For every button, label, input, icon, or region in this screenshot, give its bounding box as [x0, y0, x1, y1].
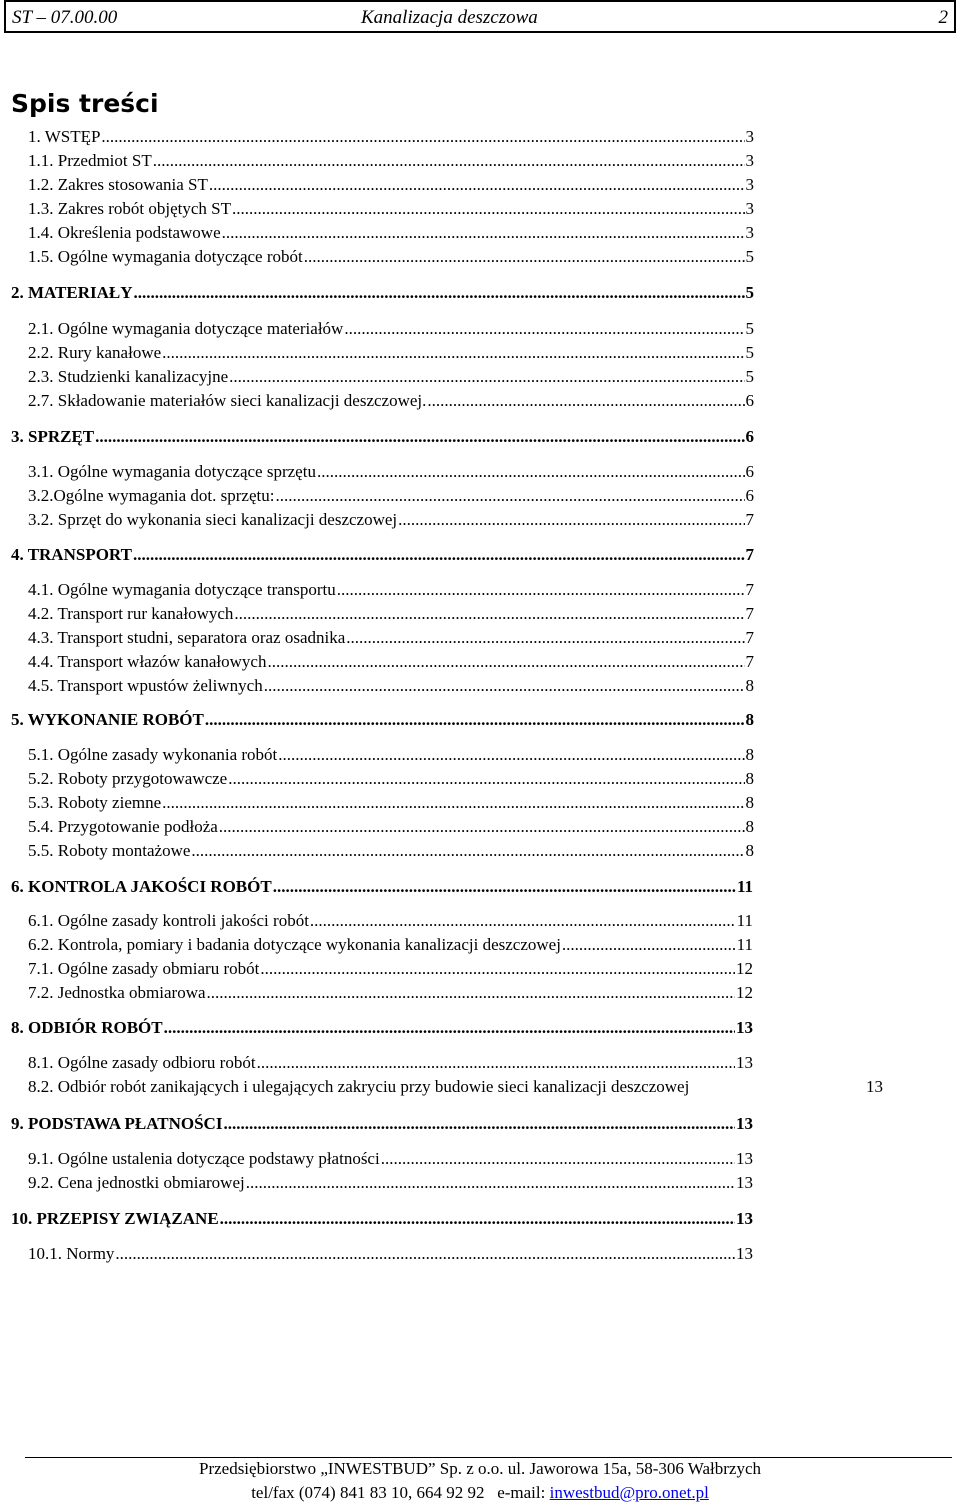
toc-entry-label: 4.3. Transport studni, separatora oraz osadnika — [28, 628, 346, 647]
toc-entry-page: 13 — [736, 1244, 753, 1263]
toc-leader-dots — [219, 816, 745, 838]
page-header — [4, 0, 956, 33]
toc-leader-dots — [229, 366, 744, 388]
toc-entry-page: 12 — [736, 983, 753, 1002]
toc-entry-label: 3.2.Ogólne wymagania dot. sprzętu: — [28, 486, 275, 505]
toc-entry-page: 7 — [745, 545, 754, 564]
toc-leader-dots — [232, 198, 744, 220]
toc-leader-dots — [337, 579, 745, 601]
toc-entry-page: 8 — [745, 793, 754, 812]
toc-leader-dots — [133, 544, 745, 566]
toc-entry[interactable] — [28, 1172, 753, 1194]
toc-entry-label: 8.2. Odbiór robót zanikających i ulegających zakryciu przy budowie sieci kanalizacji deszczowej — [28, 1077, 690, 1096]
toc-leader-dots — [264, 675, 745, 697]
toc-entry[interactable] — [28, 603, 754, 625]
toc-leader-dots — [115, 1243, 735, 1265]
toc-entry[interactable] — [28, 342, 754, 364]
toc-entry-label: 3.1. Ogólne wymagania dotyczące sprzętu — [28, 462, 316, 481]
toc-entry[interactable] — [28, 934, 753, 956]
toc-entry[interactable] — [28, 840, 754, 862]
toc-entry-label: 2.7. Składowanie materiałów sieci kanalizacji deszczowej. — [28, 391, 427, 410]
toc-leader-dots — [562, 934, 736, 956]
toc-leader-dots — [164, 1017, 735, 1039]
toc-leader-dots — [223, 1113, 735, 1135]
toc-entry-page: 7 — [745, 580, 754, 599]
toc-entry-page: 7 — [745, 510, 754, 529]
toc-leader-dots — [205, 709, 745, 731]
toc-entry-page: 5 — [745, 247, 754, 266]
toc-entry-page: 13 — [736, 1173, 753, 1192]
toc-entry-label: 5.5. Roboty montażowe — [28, 841, 191, 860]
toc-leader-dots — [134, 282, 745, 304]
toc-leader-dots — [209, 174, 745, 196]
toc-entry-page: 8 — [745, 769, 754, 788]
toc-entry[interactable] — [28, 1076, 689, 1098]
toc-entry-label: 3.2. Sprzęt do wykonania sieci kanalizacji deszczowej — [28, 510, 398, 529]
toc-entry-page: 6 — [745, 391, 754, 410]
toc-leader-dots — [222, 222, 745, 244]
toc-entry-page: 13 — [736, 1149, 753, 1168]
toc-leader-dots — [153, 150, 745, 172]
toc-entry[interactable] — [28, 174, 754, 196]
toc-entry-label: 7.2. Jednostka obmiarowa — [28, 983, 206, 1002]
toc-entry[interactable] — [11, 1113, 753, 1135]
toc-leader-dots — [427, 390, 744, 412]
toc-entry-page: 13 — [736, 1114, 753, 1133]
toc-entry-page: 13 — [736, 1053, 753, 1072]
toc-leader-dots — [95, 426, 744, 448]
toc-leader-dots — [275, 485, 744, 507]
toc-leader-dots — [257, 1052, 735, 1074]
toc-entry-label: 3. SPRZĘT — [11, 427, 95, 446]
toc-entry-page: 11 — [736, 911, 753, 930]
toc-leader-dots — [398, 509, 744, 531]
toc-entry[interactable] — [11, 876, 753, 898]
toc-entry-label: 10. PRZEPISY ZWIĄZANE — [11, 1209, 219, 1228]
toc-entry[interactable] — [11, 1208, 753, 1230]
toc-leader-dots — [162, 792, 744, 814]
toc-entry[interactable] — [28, 509, 754, 531]
toc-entry-label: 6.1. Ogólne zasady kontroli jakości robót — [28, 911, 309, 930]
toc-entry[interactable] — [28, 150, 754, 172]
toc-entry-label: 10.1. Normy — [28, 1244, 115, 1263]
toc-entry[interactable] — [28, 126, 754, 148]
toc-entry[interactable] — [28, 1243, 753, 1265]
toc-entry-label: 1.3. Zakres robót objętych ST — [28, 199, 232, 218]
toc-entry-label: 9.1. Ogólne ustalenia dotyczące podstawy płatności — [28, 1149, 380, 1168]
toc-entry-label: 1.5. Ogólne wymagania dotyczące robót — [28, 247, 303, 266]
toc-entry-label: 1. WSTĘP — [28, 127, 101, 146]
toc-leader-dots — [162, 342, 744, 364]
toc-leader-dots — [191, 840, 744, 862]
toc-entry[interactable] — [11, 709, 754, 731]
toc-leader-dots — [310, 910, 736, 932]
toc-entry-label: 5.3. Roboty ziemne — [28, 793, 162, 812]
toc-entry-page: 5 — [745, 343, 754, 362]
toc-entry-label: 4.1. Ogólne wymagania dotyczące transportu — [28, 580, 336, 599]
toc-entry-label: 5.4. Przygotowanie podłoża — [28, 817, 218, 836]
toc-leader-dots — [273, 876, 736, 898]
toc-entry-label: 5.2. Roboty przygotowawcze — [28, 769, 228, 788]
toc-entry-page: 13 — [736, 1018, 753, 1037]
toc-entry-label: 2. MATERIAŁY — [11, 283, 133, 302]
toc-entry-page: 8 — [745, 745, 754, 764]
toc-entry[interactable] — [28, 366, 754, 388]
toc-entry-label: 4. TRANSPORT — [11, 545, 132, 564]
toc-entry-label: 7.1. Ogólne zasady obmiaru robót — [28, 959, 260, 978]
toc-entry-label: 4.5. Transport wpustów żeliwnych — [28, 676, 263, 695]
footer-email-link[interactable]: inwestbud@pro.onet.pl — [549, 1483, 709, 1502]
toc-entry-page: 11 — [736, 935, 753, 954]
toc-entry[interactable] — [28, 318, 754, 340]
toc-entry-page: 5 — [745, 283, 754, 302]
toc-entry[interactable] — [11, 426, 754, 448]
toc-entry[interactable] — [28, 579, 754, 601]
toc-leader-dots — [278, 744, 744, 766]
toc-leader-dots — [381, 1148, 735, 1170]
toc-entry-page: 3 — [745, 175, 754, 194]
toc-entry-page: 3 — [745, 199, 754, 218]
toc-entry-label: 8.1. Ogólne zasady odbioru robót — [28, 1053, 256, 1072]
toc-leader-dots — [317, 461, 745, 483]
toc-leader-dots — [234, 603, 744, 625]
toc-entry[interactable] — [28, 958, 753, 980]
toc-entry-page: 6 — [745, 462, 754, 481]
toc-entry-page: 7 — [745, 628, 754, 647]
toc-entry-page: 5 — [745, 319, 754, 338]
toc-leader-dots — [260, 958, 735, 980]
toc-entry-label: 6.2. Kontrola, pomiary i badania dotyczące wykonania kanalizacji deszczowej — [28, 935, 561, 954]
toc-entry-page: 3 — [745, 151, 754, 170]
toc-entry-label: 5.1. Ogólne zasady wykonania robót — [28, 745, 278, 764]
toc-entry[interactable] — [11, 544, 754, 566]
toc-entry-label: 1.2. Zakres stosowania ST — [28, 175, 208, 194]
toc-entry[interactable] — [28, 675, 754, 697]
toc-entry[interactable] — [28, 222, 754, 244]
toc-entry[interactable] — [11, 1017, 753, 1039]
toc-entry-label: 4.4. Transport włazów kanałowych — [28, 652, 267, 671]
toc-entry-page: 11 — [736, 877, 753, 896]
toc-entry-label: 8. ODBIÓR ROBÓT — [11, 1018, 163, 1037]
toc-entry-label: 5. WYKONANIE ROBÓT — [11, 710, 204, 729]
toc-entry[interactable] — [28, 744, 754, 766]
document-code: ST – 07.00.00 — [12, 7, 118, 28]
toc-entry-label: 1.4. Określenia podstawowe — [28, 223, 221, 242]
toc-entry[interactable] — [28, 768, 754, 790]
toc-entry-page: 6 — [745, 486, 754, 505]
toc-entry-page: 5 — [745, 367, 754, 386]
toc-entry-page: 8 — [745, 817, 754, 836]
toc-entry-page: 3 — [745, 223, 754, 242]
toc-entry[interactable] — [28, 1148, 753, 1170]
footer-phone: tel/fax (074) 841 83 10, 664 92 92 e-mail: — [251, 1483, 550, 1502]
toc-leader-dots — [220, 1208, 735, 1230]
toc-entry-page: 3 — [745, 127, 754, 146]
toc-entry-label: 9. PODSTAWA PŁATNOŚCI — [11, 1114, 223, 1133]
toc-entry[interactable] — [28, 816, 754, 838]
toc-entry-page: 7 — [745, 604, 754, 623]
document-title: Kanalizacja deszczowa — [361, 7, 538, 28]
toc-leader-dots — [228, 768, 744, 790]
toc-entry-page: 8 — [745, 676, 754, 695]
toc-entry-label: 6. KONTROLA JAKOŚCI ROBÓT — [11, 877, 272, 896]
toc-entry-page: 7 — [745, 652, 754, 671]
toc-leader-dots — [346, 627, 744, 649]
toc-entry[interactable] — [28, 1052, 753, 1074]
toc-leader-dots — [207, 982, 735, 1004]
toc-heading: Spis treści — [11, 89, 159, 118]
toc-entry-page: 13 — [736, 1209, 753, 1228]
toc-entry-page: 8 — [745, 710, 754, 729]
page-number: 2 — [938, 7, 948, 28]
toc-entry-label: 2.1. Ogólne wymagania dotyczące materiałów — [28, 319, 344, 338]
toc-leader-dots — [101, 126, 744, 148]
toc-entry[interactable] — [28, 627, 754, 649]
footer-contact — [0, 1482, 960, 1504]
toc-entry-page: 13 — [866, 1077, 883, 1096]
toc-entry-page: 8 — [745, 841, 754, 860]
footer-company: Przedsiębiorstwo „INWESTBUD” Sp. z o.o. ul. Jaworowa 15a, 58-306 Wałbrzych — [198, 1459, 762, 1478]
toc-leader-dots — [246, 1172, 735, 1194]
toc-entry-label: 4.2. Transport rur kanałowych — [28, 604, 234, 623]
toc-entry-page: 12 — [736, 959, 753, 978]
toc-entry[interactable] — [28, 198, 754, 220]
toc-leader-dots — [267, 651, 744, 673]
toc-entry[interactable] — [28, 651, 754, 673]
toc-leader-dots — [344, 318, 744, 340]
toc-entry[interactable] — [28, 982, 753, 1004]
toc-entry-label: 2.2. Rury kanałowe — [28, 343, 162, 362]
toc-entry-page: 6 — [745, 427, 754, 446]
toc-entry[interactable] — [11, 282, 754, 304]
toc-entry-label: 9.2. Cena jednostki obmiarowej — [28, 1173, 245, 1192]
toc-entry-label: 1.1. Przedmiot ST — [28, 151, 152, 170]
toc-entry[interactable] — [28, 390, 754, 412]
toc-entry[interactable] — [28, 246, 754, 268]
toc-entry-label: 2.3. Studzienki kanalizacyjne — [28, 367, 229, 386]
toc-leader-dots — [304, 246, 745, 268]
toc-entry[interactable] — [28, 485, 754, 507]
toc-entry[interactable] — [28, 461, 754, 483]
toc-entry[interactable] — [28, 910, 753, 932]
toc-entry[interactable] — [28, 792, 754, 814]
